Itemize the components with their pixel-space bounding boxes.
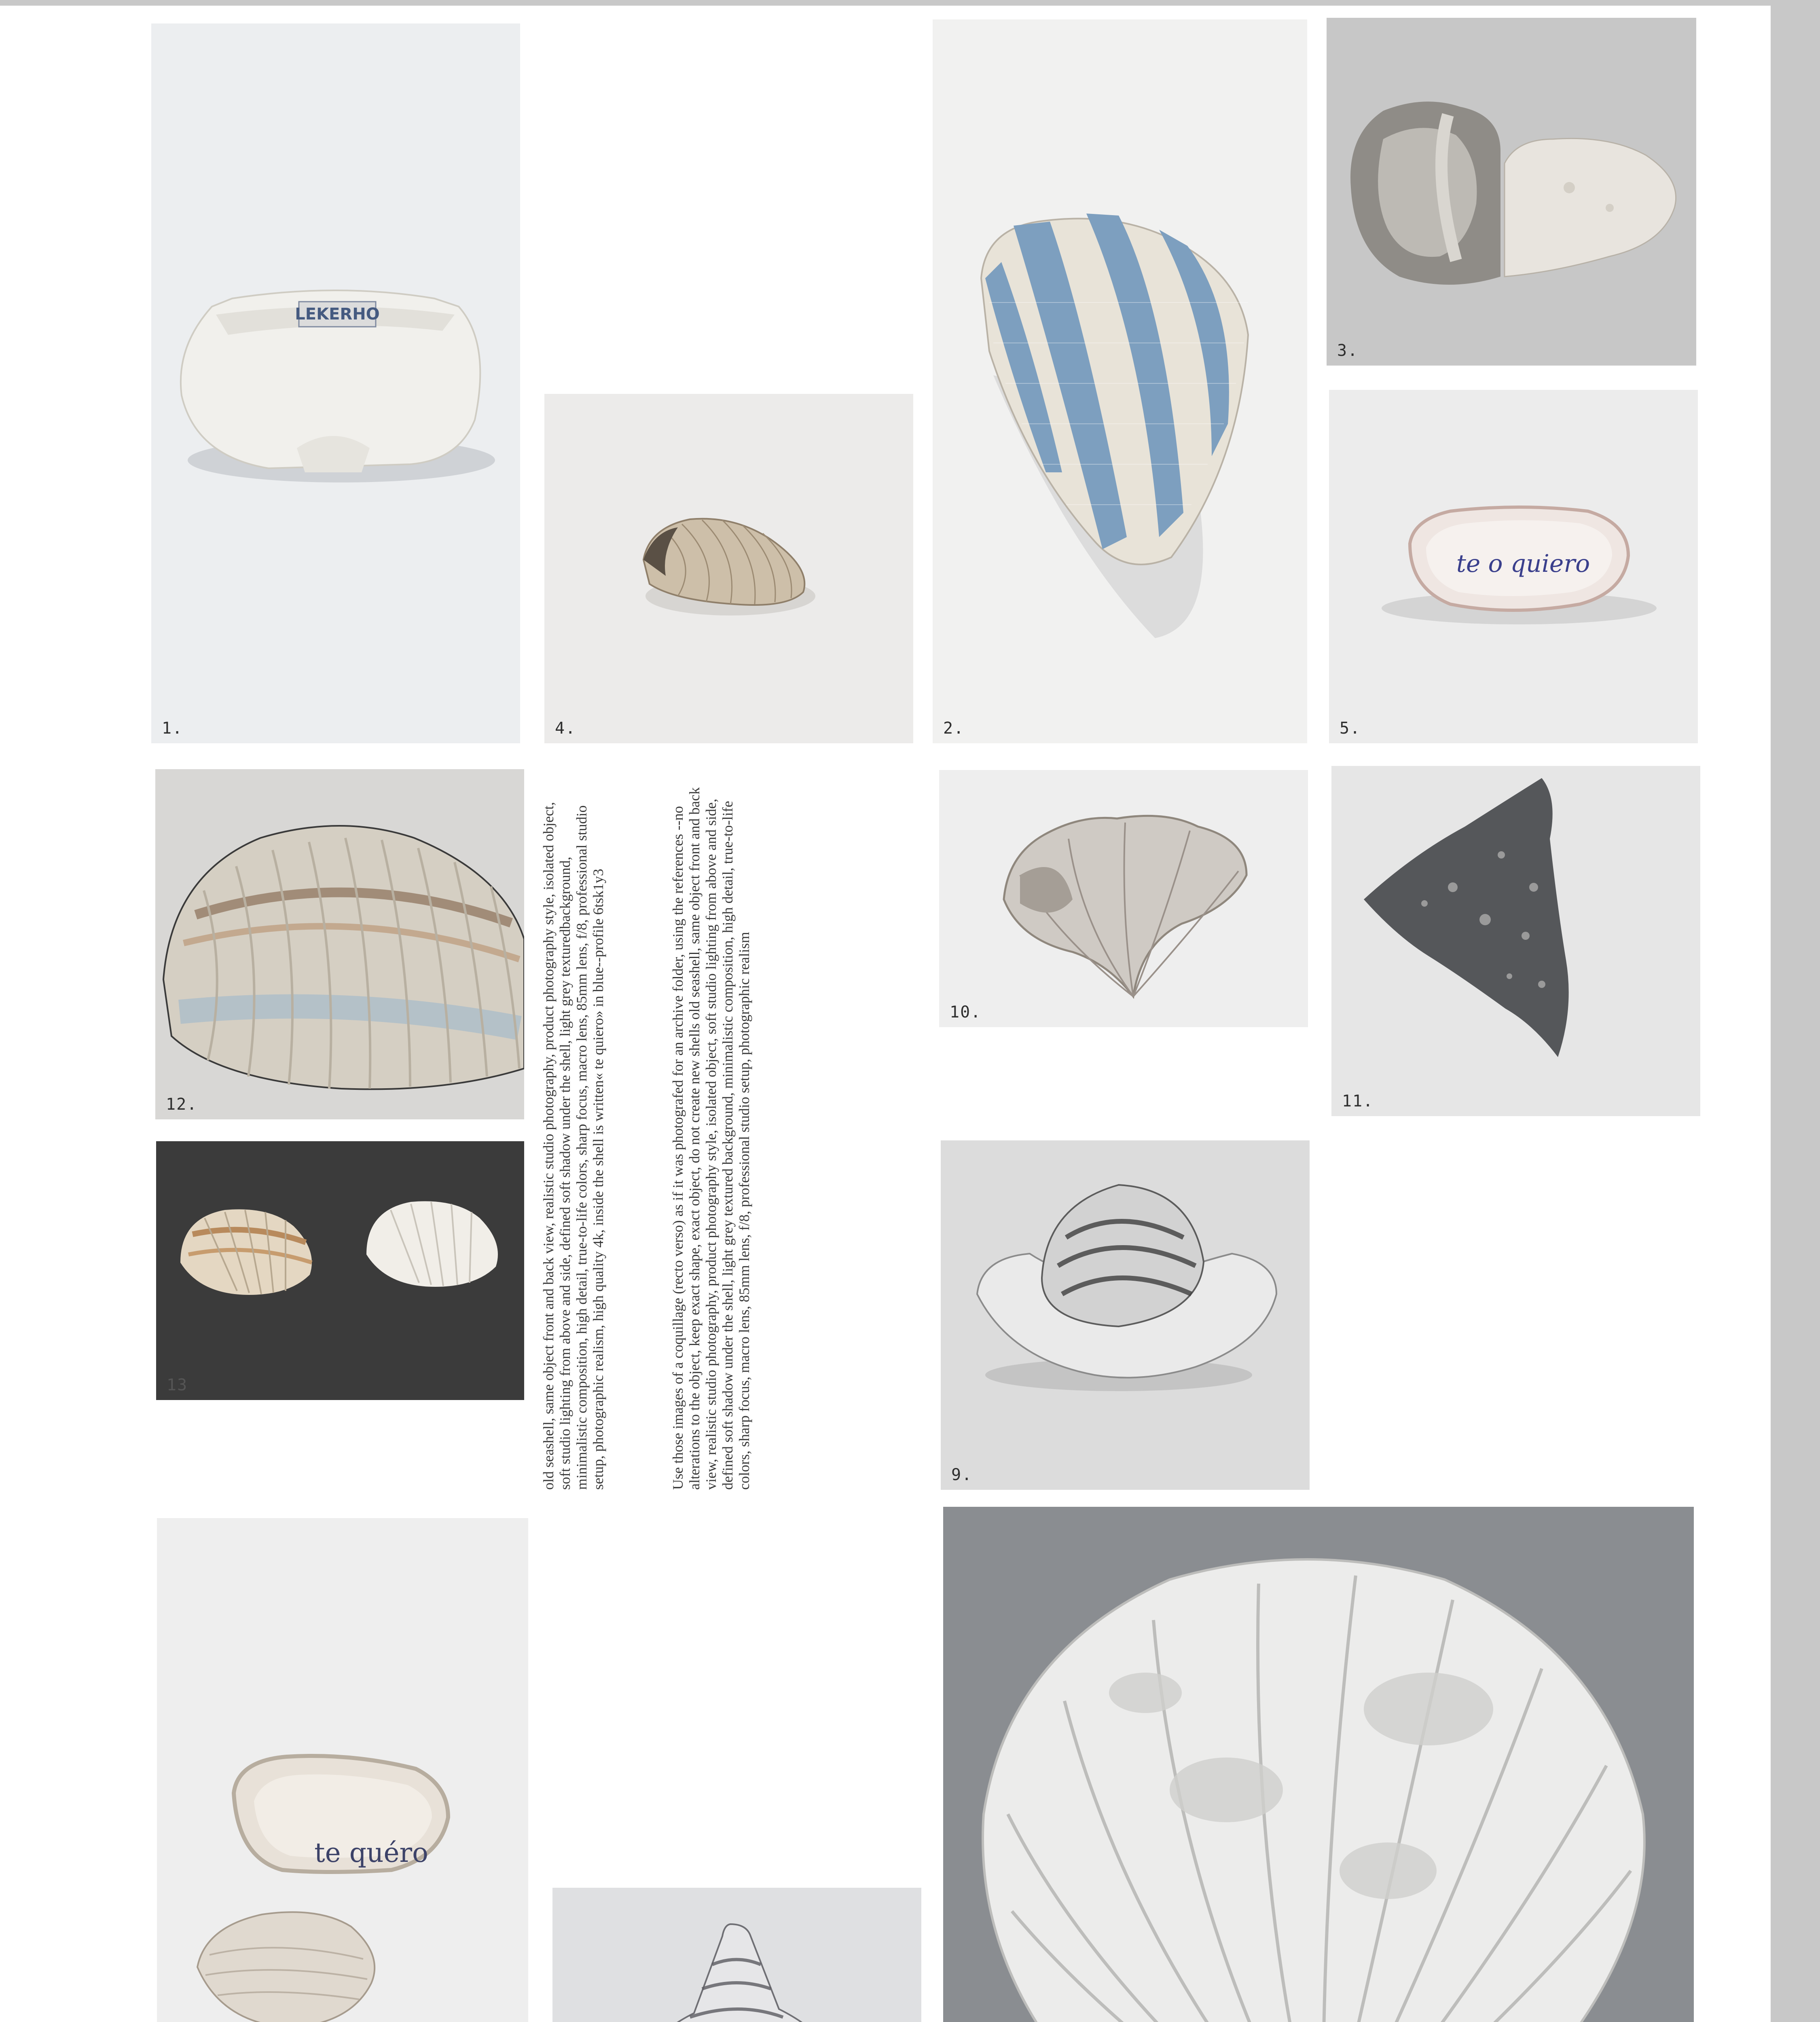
two-inscribed-shells-image <box>157 1518 528 2022</box>
plate-10[interactable] <box>939 770 1308 1027</box>
plate-number: 5. <box>1340 719 1361 738</box>
plate-9[interactable] <box>941 1140 1310 1490</box>
prompt-text-block <box>540 782 791 1490</box>
plate-number: 3. <box>1337 341 1359 360</box>
plate-8[interactable] <box>552 1888 921 2022</box>
plate-number: 1. <box>162 719 183 738</box>
plate-13[interactable] <box>156 1141 524 1400</box>
stone-fragment-image <box>1331 766 1700 1116</box>
plate-1[interactable] <box>151 23 520 743</box>
silver-spiral-shell-image <box>552 1888 921 2022</box>
cockle-closeup-image <box>155 769 524 1119</box>
collar-tag-text: LEKERHO <box>295 305 380 324</box>
shell-inscription: te quéro <box>314 1837 428 1868</box>
collar-image <box>151 23 520 743</box>
plate-5[interactable] <box>1329 390 1698 743</box>
scallop-shell-image <box>943 1507 1694 2022</box>
plate-4[interactable] <box>544 394 913 743</box>
plate-number: 10. <box>950 1003 982 1022</box>
plate-number: 12. <box>166 1095 198 1114</box>
plate-2[interactable] <box>933 19 1307 743</box>
plate-7[interactable] <box>157 1518 528 2022</box>
plate-number: 13 <box>167 1376 188 1394</box>
plate-number: 4. <box>555 719 576 738</box>
plate-number: 11. <box>1342 1092 1374 1110</box>
shell-inscription: te o quiero <box>1456 550 1590 578</box>
plate-6[interactable] <box>943 1507 1694 2022</box>
oyster-shell-image <box>939 770 1308 1027</box>
ribbed-shell-image <box>544 394 913 743</box>
striped-knit-image <box>933 19 1307 743</box>
two-cockles-image <box>156 1141 524 1400</box>
silver-clam-image <box>941 1140 1310 1490</box>
plaster-cast-image <box>1327 18 1696 366</box>
inscribed-shell-image <box>1329 390 1698 743</box>
plate-11[interactable] <box>1331 766 1700 1116</box>
plate-3[interactable] <box>1327 18 1696 366</box>
prompt-text-first: old seashell, same object front and back view, realistic studio photography, product photography style, isolated object, soft studio lighting from above and side, defined soft shadow under the shell, light grey texturedbackground, minimalistic composition, high detail, true-to-life colors, sharp focus, macro lens, 85mm lens, f/8, professional studio setup, photographic realism, high quality 4k, inside the shell is written« te quiero» in blue--profile 6tsk1y3 <box>540 802 606 1490</box>
archive-sheet <box>0 6 1771 2022</box>
plate-number: 2. <box>943 719 965 738</box>
plate-number: 9. <box>951 1466 973 1484</box>
plate-12[interactable] <box>155 769 524 1119</box>
prompt-text-second: Use those images of a coquillage (recto verso) as if it was photografed for an archive folder, using the references --no alterations to the object, keep exact shape, exact object, do not create new shells old seashell, same object front and back view, realistic studio photography, product photography style, isolated object, soft studio lighting from above and side, defined soft shadow under the shell, light grey textured background, minimalistic composition, high detail, true-to-life colors, sharp focus, macro lens, 85mm lens, f/8, professional studio setup, photographic realism <box>670 787 752 1490</box>
